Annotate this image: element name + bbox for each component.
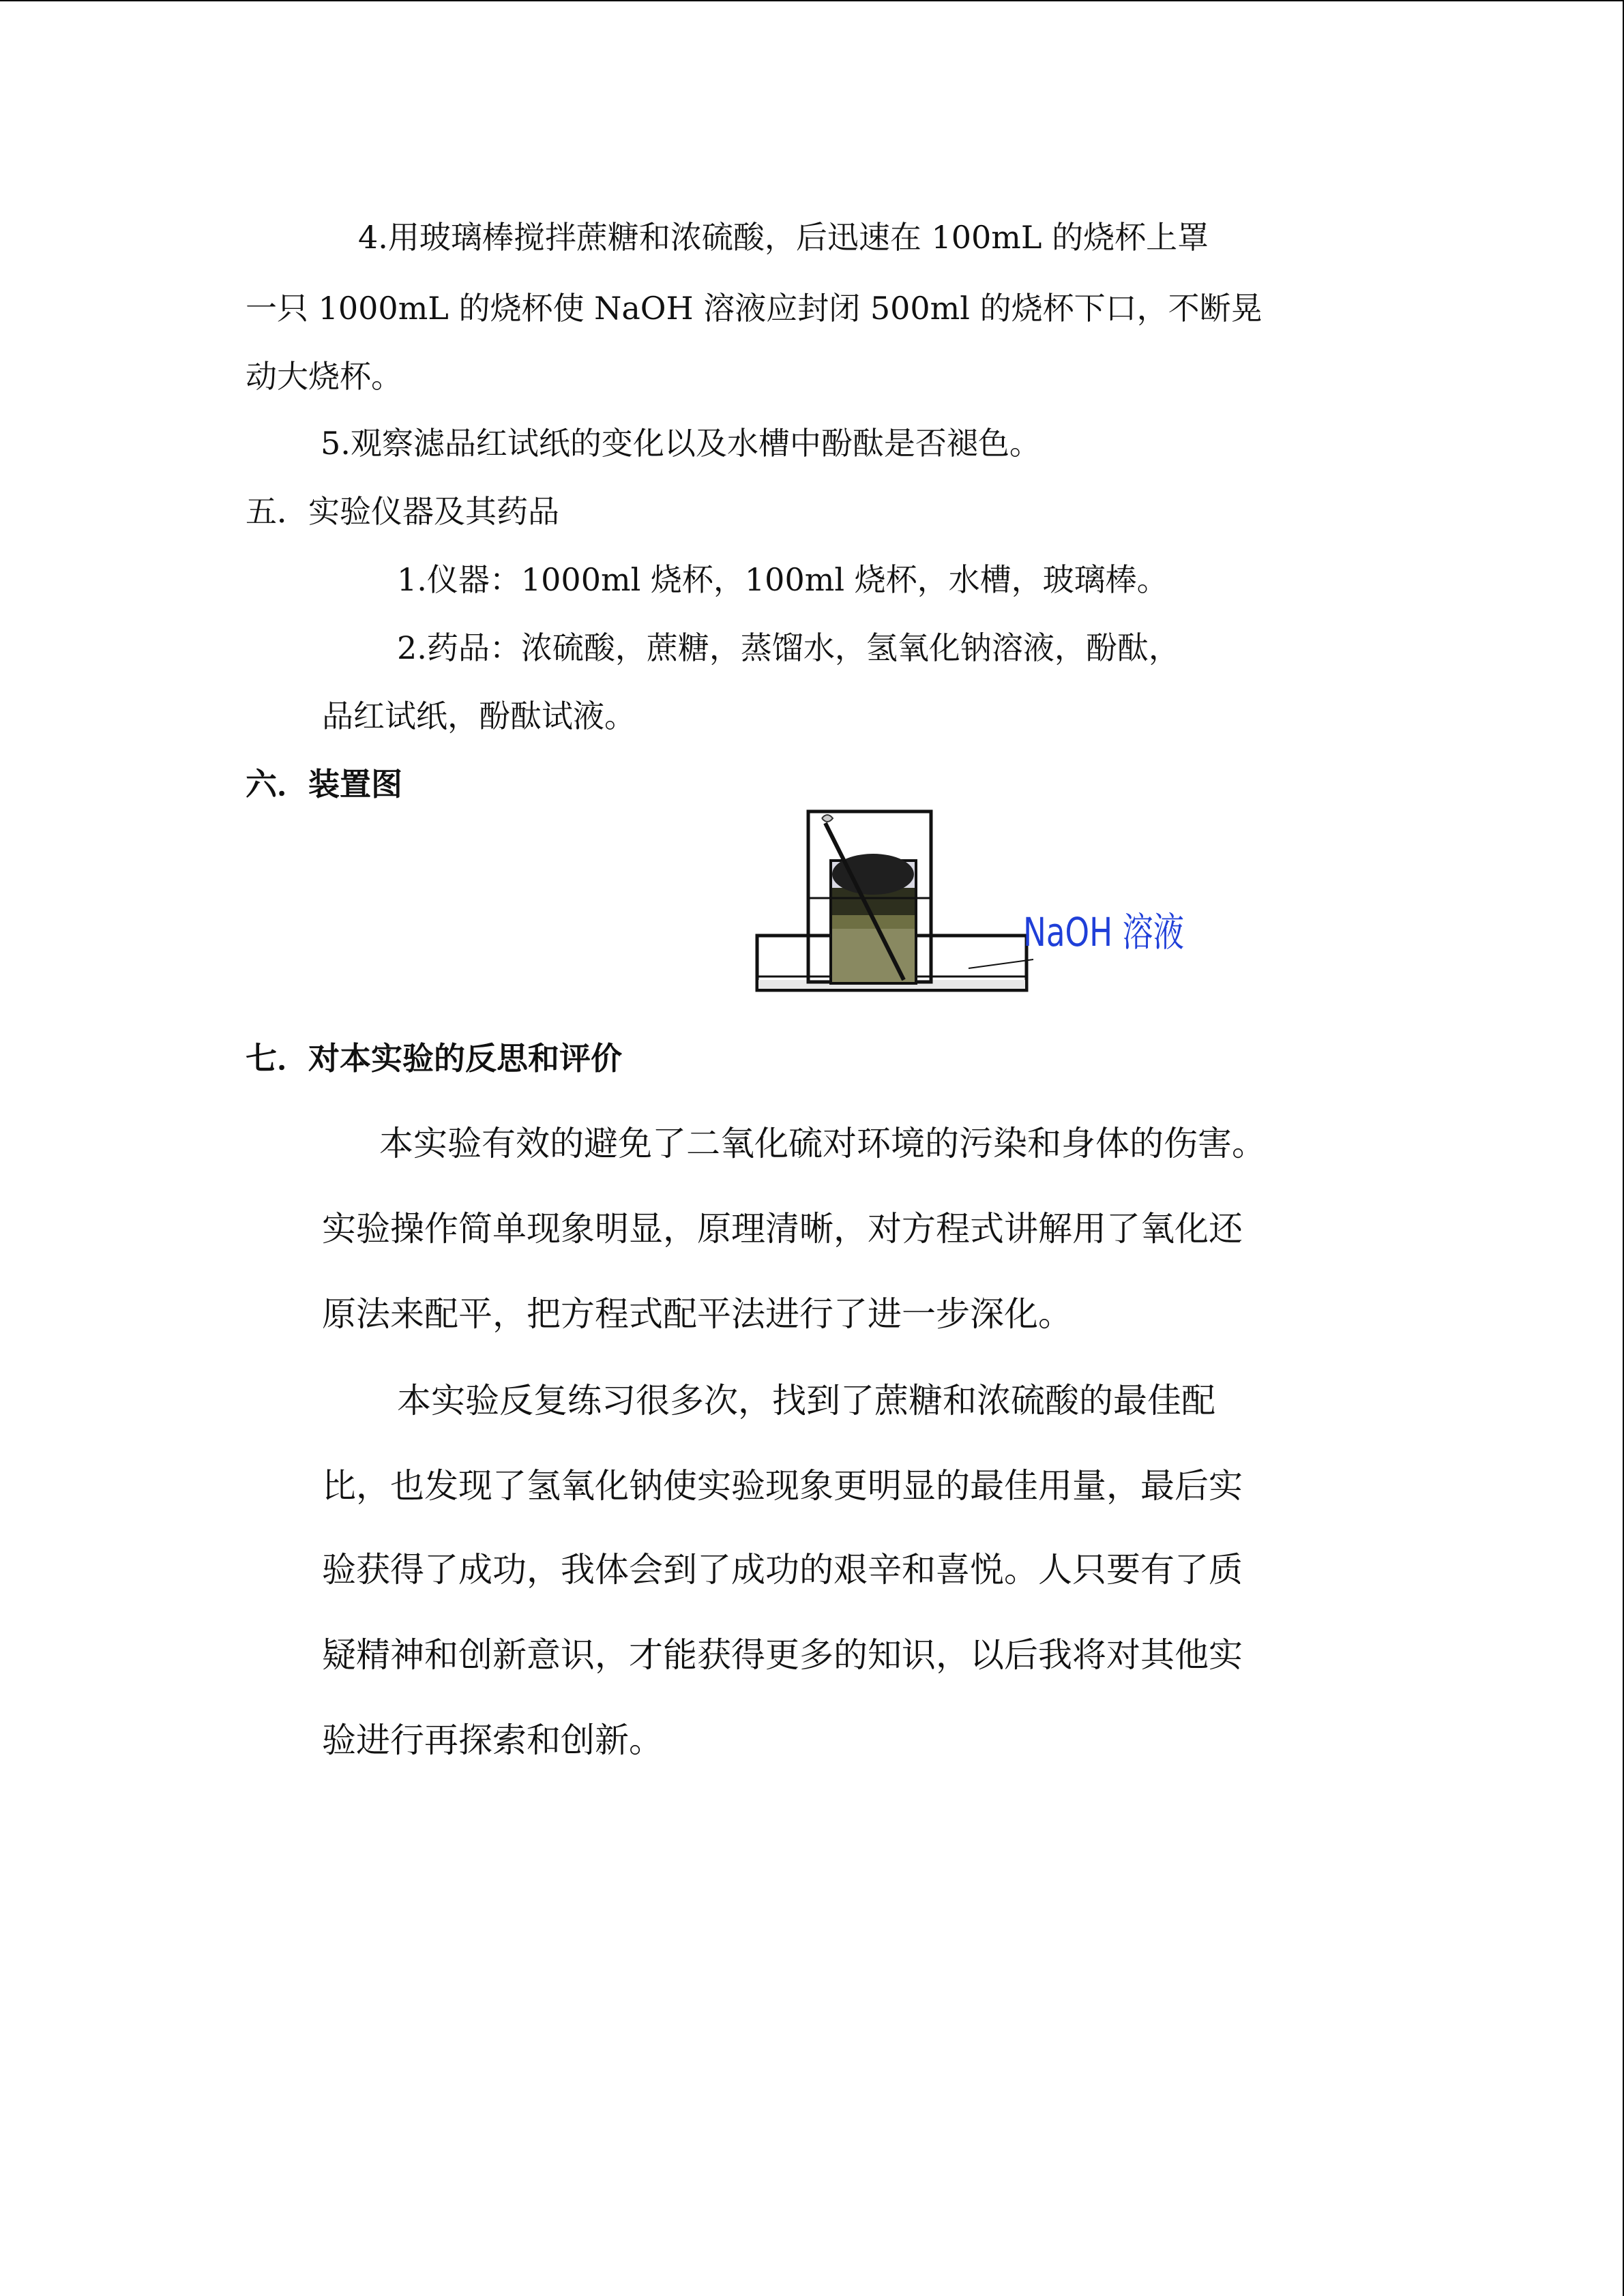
section5-item1: 1.仪器：1000ml 烧杯，100ml 烧杯，水槽，玻璃棒。 bbox=[397, 561, 1168, 598]
step4-line3: 动大烧杯。 bbox=[246, 358, 402, 395]
section5-heading: 五．实验仪器及其药品 bbox=[246, 493, 559, 530]
section5-item2-line1: 2.药品：浓硫酸，蔗糖，蒸馏水，氢氧化钠溶液，酚酞， bbox=[397, 629, 1180, 666]
step4-line2: 一只 1000mL 的烧杯使 NaOH 溶液应封闭 500ml 的烧杯下口，不断晃 bbox=[246, 290, 1263, 327]
section7-p1-line3: 原法来配平，把方程式配平法进行了进一步深化。 bbox=[322, 1294, 1072, 1334]
apparatus-diagram bbox=[750, 806, 1184, 1011]
section7-p2-line3: 验获得了成功，我体会到了成功的艰辛和喜悦。人只要有了质 bbox=[322, 1550, 1243, 1590]
label-leader-line bbox=[969, 959, 1033, 968]
section7-p2-line1: 本实验反复练习很多次，找到了蔗糖和浓硫酸的最佳配 bbox=[397, 1381, 1215, 1420]
section7-heading: 七．对本实验的反思和评价 bbox=[246, 1040, 622, 1077]
section5-item2-line2: 品红试纸，酚酞试液。 bbox=[322, 698, 636, 734]
section7-p1-line1: 本实验有效的避免了二氧化硫对环境的污染和身体的伤害。 bbox=[379, 1124, 1266, 1163]
step5-line: 5.观察滤品红试纸的变化以及水槽中酚酞是否褪色。 bbox=[321, 425, 1041, 462]
naoh-label: NaOH 溶液 bbox=[1023, 910, 1184, 956]
section7-p2-line4: 疑精神和创新意识，才能获得更多的知识，以后我将对其他实 bbox=[322, 1635, 1243, 1675]
acid-liquid bbox=[832, 915, 915, 982]
section7-p1-line2: 实验操作简单现象明显，原理清晰，对方程式讲解用了氧化还 bbox=[322, 1209, 1243, 1249]
rod-tip bbox=[822, 815, 833, 822]
section7-p2-line5: 验进行再探索和创新。 bbox=[322, 1720, 663, 1760]
step4-line1: 4.用玻璃棒搅拌蔗糖和浓硫酸，后迅速在 100mL 的烧杯上罩 bbox=[358, 219, 1209, 256]
section6-heading: 六．装置图 bbox=[246, 766, 402, 803]
section7-p2-line2: 比，也发现了氢氧化钠使实验现象更明显的最佳用量，最后实 bbox=[322, 1466, 1243, 1506]
